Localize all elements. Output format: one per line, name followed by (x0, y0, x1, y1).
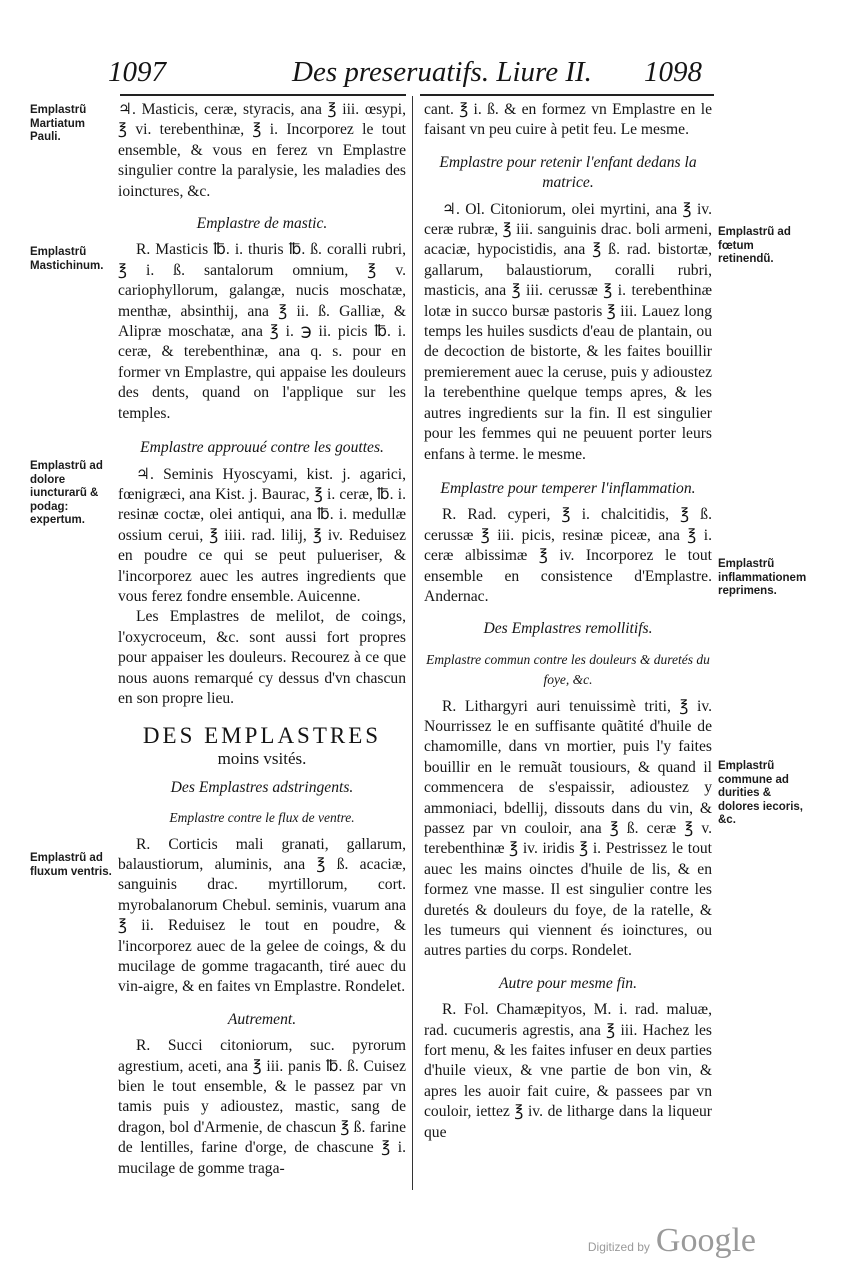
margin-note-podagra: Emplastrũ ad dolore iuncturarũ & podag: expertum. (30, 460, 103, 526)
left-recipe-gouttes: ♃. Seminis Hyoscyami, kist. j. agarici, fœnigræci, ana Kist. j. Baurac, ℥ i. ceræ, ℔. i. resinæ coctæ, olei antiqui, ana ℔. i. medullæ ossium cerui, ℥ iiii. rad. lilij, ℥ iv. Reduisez en poudre ce qui se peut pulueriser, & l'incorporez auec les autres ingredients que vous ferez fondre ensemble. Auicenne. (118, 465, 406, 605)
right-heading-inflammation: Emplastre pour temperer l'inflammation. (440, 479, 696, 497)
left-heading-adstringents: Des Emplastres adstringents. (170, 778, 354, 796)
right-recipe-retenir: ♃. Ol. Citoniorum, olei myrtini, ana ℥ iv. ceræ rubræ, ℥ iii. sanguinis drac. boli armeni, acaciæ, hypocistidis, ana ℥ ß. rad. bistortæ, gallarum, balaustiorum, coralli rubri, masticis, ana ℥ iii. cerussæ ℥ i. terebenthinæ lotæ in succo bursæ pastoris ℥ iii. Lauez long temps les huiles susdicts d'eau de plantain, ou de decoction de bistorte, & les faites bouillir premierement auec la ceruse, puis y adioustez la terebenthine quelque temps apres, & les autres ingredients sur la fin. Il est singulier pour les femmes qui ne peuuent porter leurs enfans à terme. le mesme. (424, 200, 712, 463)
right-text-column (424, 100, 712, 1143)
right-heading-commun: Emplastre commun contre les douleurs & duretés du foye, &c. (426, 651, 710, 688)
margin-note-martiatum: Emplastrũ Martiatum Pauli. (30, 104, 87, 143)
margin-note-fluxum: Emplastrũ ad fluxum ventris. (30, 852, 112, 878)
left-heading-flux: Emplastre contre le flux de ventre. (169, 810, 355, 826)
right-recipe-inflammation: R. Rad. cyperi, ℥ i. chalcitidis, ℥ ß. cerussæ ℥ iii. picis, resinæ piceæ, ana ℥ i. ceræ albissimæ ℥ iv. Incorporez le tout ensemble en consistence d'Emplastre. Andernac. (424, 506, 712, 605)
left-heading-autrement: Autrement. (227, 1010, 297, 1028)
margin-note-inflammationem: Emplastrũ inflammationem reprimens. (718, 558, 807, 597)
running-title: Des preseruatifs. Liure II. (292, 56, 592, 88)
right-recipe-mesme-fin: R. Fol. Chamæpityos, M. i. rad. maluæ, rad. cucumeris agrestis, ana ℥ iii. Hachez les fort menu, & les faites infuser en deux parties d'huile vieux, & vne partie de bon vin, & apres les auoir fait cuire, & passees par vn couloir, iettez ℥ iv. de litharge dans la liqueur que (424, 1001, 712, 1141)
right-page-number: 1098 (644, 56, 702, 88)
margin-note-mastichinum: Emplastrũ Mastichinum. (30, 246, 104, 272)
right-heading-retenir: Emplastre pour retenir l'enfant dedans la matrice. (439, 153, 697, 192)
left-section-subtitle: moins vsités. (217, 749, 307, 769)
left-text-column (118, 100, 406, 1179)
google-watermark (588, 1222, 756, 1260)
left-recipe-autrement: R. Succi citoniorum, suc. pyrorum agrestium, aceti, ana ℥ iii. panis ℔. ß. Cuisez bien le tout ensemble, & le passez par vn tamis puis y adioustez, mastic, sang de dragon, bol d'Armenie, de chascun ℥ ß. farine de lentilles, farine d'orge, de chascune ℥ i. mucilage de gomme traga- (118, 1037, 406, 1177)
left-heading-mastic: Emplastre de mastic. (196, 215, 328, 233)
left-paragraph-melilot: Les Emplastres de melilot, de coings, l'oxycroceum, &c. sont aussi fort propres pour appaiser les douleurs. Recourez à ce que nous auons remarqué cy dessus d'vn chascun en son propre lieu. (118, 608, 406, 707)
right-recipe-commun: R. Lithargyri auri tenuissimè triti, ℥ iv. Nourrissez le en suffisante quãtité d'huile de chamomille, dans vn mortier, puis l'y faites bouillir en le remuãt tousiours, & quand il commencera de s'espaissir, adioustez y ammoniaci, bdellij, dissouts dans du vin, & passez par vn couloir, ana ℥ ß. ceræ ℥ v. terebenthinæ ℥ iv. iridis ℥ i. Pestrissez le tout auec les mains oinctes d'huile de lis, & en formez vne masse. Il est singulier contre les duretés & douleurs du foye, de la ratelle, & les tumeurs qui viennent és ioinctures, ou autres parties du corps. Rondelet. (424, 697, 712, 960)
left-heading-gouttes: Emplastre approuué contre les gouttes. (140, 439, 384, 457)
header-rule-left (120, 94, 406, 96)
column-divider (412, 96, 413, 1190)
left-recipe-mastic: R. Masticis ℔. i. thuris ℔. ß. coralli rubri, ℥ i. ß. santalorum omnium, ℥ v. cariophyllorum, galangæ, nucis moschatæ, menthæ, absinthij, ana ℥ ii. ß. Galliæ, & Alipræ moschatæ, ana ℥ i. ℈ ii. picis ℔. i. ceræ, & terebenthinæ, ana q. s. pour en former vn Emplastre, qui appaise les douleurs des dents, quand on l'applique sur les temples. (118, 241, 406, 422)
left-section-title: DES EMPLASTRES (142, 723, 382, 749)
header-rule-right (420, 94, 714, 96)
left-recipe-flux: R. Corticis mali granati, gallarum, balaustiorum, aluminis, ana ℥ ß. acaciæ, sanguinis drac. myrtillorum, cort. myrobalanorum Chebul. seminis, vuarum ana ℥ ii. Reduisez le tout en poudre, & l'incorporez auec de la gelee de coings, & du mucilage de gomme tragacanth, tiré auec du vin-aigre, & en faites vn Emplastre. Rondelet. (118, 835, 406, 996)
right-heading-remollitifs: Des Emplastres remollitifs. (483, 620, 653, 638)
left-recipe-martiatum: ♃. Masticis, ceræ, styracis, ana ℥ iii. œsypi, ℥ vi. terebenthinæ, ℥ i. Incorporez le tout ensemble, & vous en ferez vn Emplastre singulier contre la paralysie, les maladies des ioinctures, &c. (118, 101, 406, 200)
google-logo: Google (655, 1222, 756, 1259)
margin-note-foetum: Emplastrũ ad fœtum retinendũ. (718, 226, 791, 265)
right-heading-mesme-fin: Autre pour mesme fin. (498, 974, 637, 992)
right-recipe-continued: cant. ℥ i. ß. & en formez vn Emplastre en le faisant vn peu cuire à petit feu. Le mesme. (424, 101, 712, 139)
margin-note-iecoris: Emplastrũ commune ad durities & dolores iecoris, &c. (718, 760, 804, 826)
left-page-number: 1097 (108, 56, 166, 88)
watermark-prefix: Digitized by (587, 1240, 650, 1254)
